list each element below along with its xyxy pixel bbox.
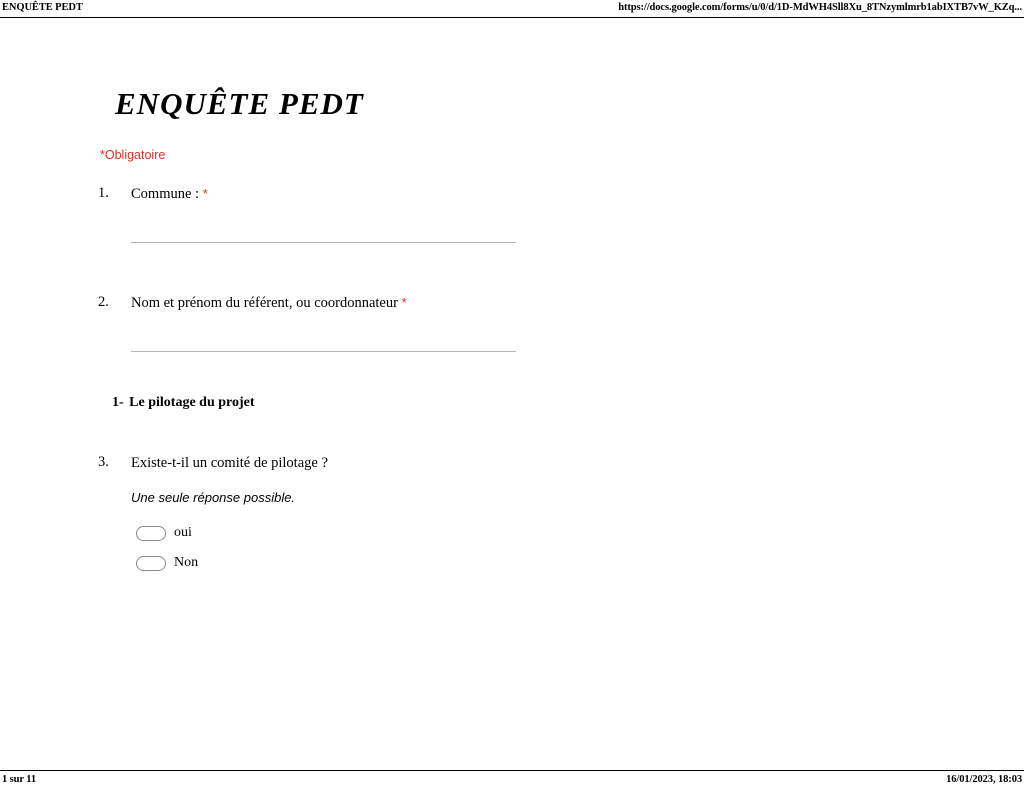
option-oui-label: oui xyxy=(174,525,192,540)
document-page xyxy=(0,18,1024,770)
question-3-help-text: Une seule réponse possible. xyxy=(131,490,296,505)
question-3-body xyxy=(131,454,831,581)
option-non-label: Non xyxy=(174,555,199,570)
print-header xyxy=(0,0,1024,18)
question-1-body xyxy=(131,185,831,243)
question-3-label: Existe-t-il un comité de pilotage ? xyxy=(131,455,328,471)
section-label: Le pilotage du projet xyxy=(129,395,255,410)
question-1-answer-field[interactable] xyxy=(131,242,516,243)
question-1-number: 1. xyxy=(98,185,109,201)
print-header-url: https://docs.google.com/forms/u/0/d/1D-MdWH4Sll8Xu_8TNzymlmrb1abIXTB7vW_KZq... xyxy=(618,2,1022,13)
option-non[interactable] xyxy=(136,551,831,575)
question-2-required-marker: * xyxy=(401,295,407,310)
section-heading xyxy=(112,395,255,411)
section-number: 1- xyxy=(112,395,124,410)
question-2-answer-field[interactable] xyxy=(131,351,516,352)
print-footer xyxy=(0,774,1024,790)
page-title: ENQUÊTE PEDT xyxy=(115,86,364,121)
question-3-options xyxy=(136,521,831,575)
radio-button-icon[interactable] xyxy=(136,526,166,541)
footer-divider xyxy=(0,770,1024,771)
question-2-body xyxy=(131,294,831,352)
question-3-number: 3. xyxy=(98,454,109,470)
required-note: *Obligatoire xyxy=(100,148,166,162)
radio-button-icon[interactable] xyxy=(136,556,166,571)
page-indicator: 1 sur 11 xyxy=(2,774,37,785)
print-timestamp: 16/01/2023, 18:03 xyxy=(946,774,1022,785)
print-header-title: ENQUÊTE PEDT xyxy=(2,2,83,13)
question-2-number: 2. xyxy=(98,294,109,310)
question-2-label xyxy=(131,294,831,312)
question-1-text: Commune : xyxy=(131,186,203,202)
question-1-label xyxy=(131,185,831,203)
question-2-text: Nom et prénom du référent, ou coordonnateur xyxy=(131,295,402,311)
question-1-required-marker: * xyxy=(202,186,208,201)
option-oui[interactable] xyxy=(136,521,831,545)
